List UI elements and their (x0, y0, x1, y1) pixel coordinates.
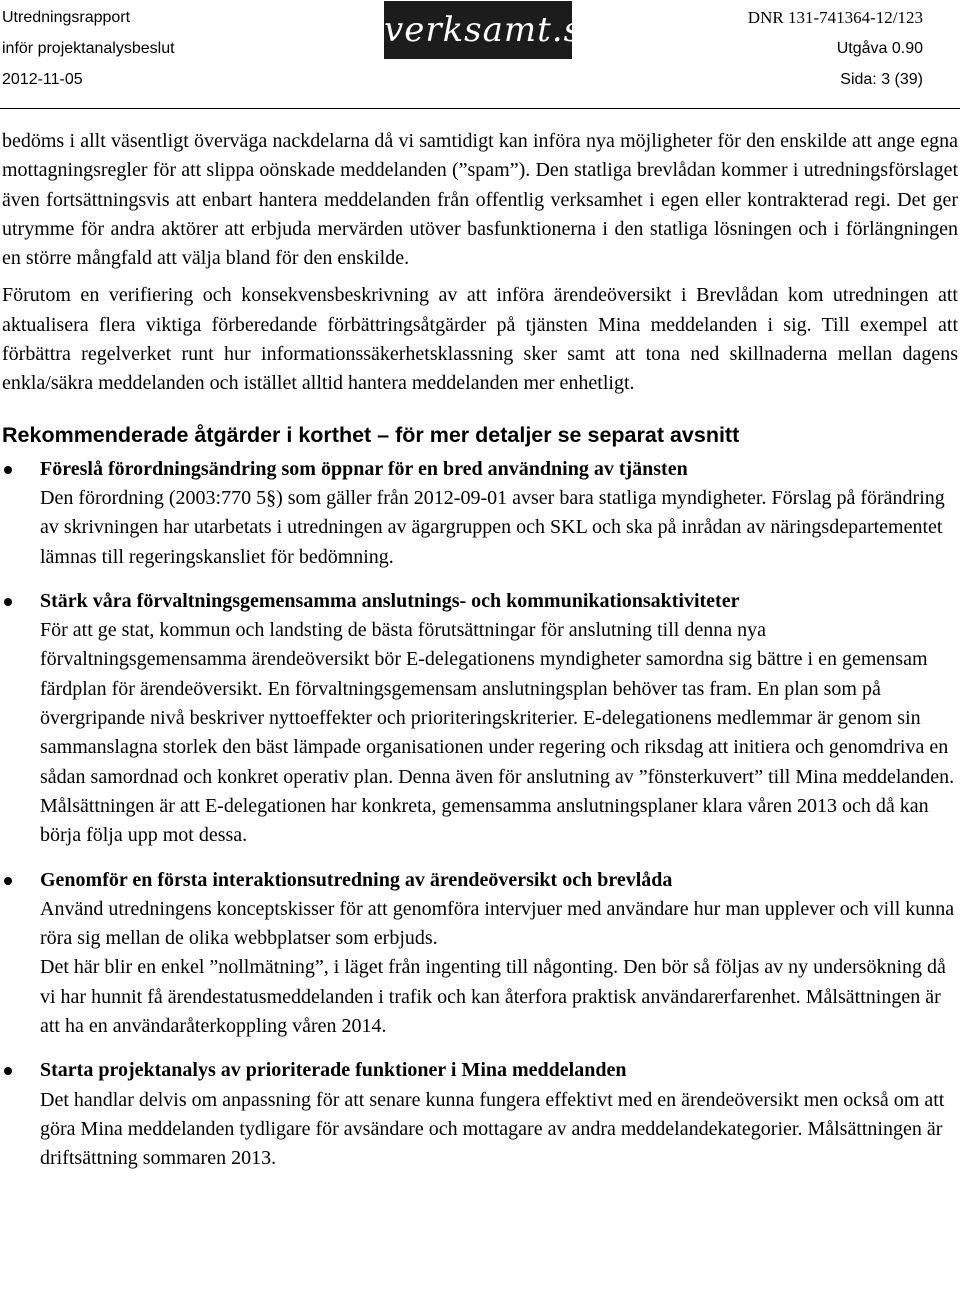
bullet-icon (4, 466, 12, 474)
document-date: 2012-11-05 (2, 71, 83, 88)
recommendation-title: Föreslå förordningsändring som öppnar för en bred användning av tjänsten (40, 457, 688, 480)
list-item (0, 455, 960, 572)
document-version: Utgåva 0.90 (836, 40, 923, 57)
intro-paragraph-2: Förutom en verifiering och konsekvensbeskrivning av att införa ärendeöversikt i Brevlådan kom utredningen att aktualisera flera viktiga förberedande förbättringsåtgärder på tjänsten Mina meddelanden i sig. Till exempel att förbättra regelverket runt hur informationssäkerhetsklassning sker samt att tona ned skillnaderna mellan dagens enkla/säkra meddelanden och istället alltid hantera meddelanden mer enhetligt. (2, 284, 958, 395)
bullet-icon (4, 598, 12, 606)
recommendation-body: Den förordning (2003:770 5§) som gäller från 2012-09-01 avser bara statliga myndigheter. Förslag på förändring av skrivningen har utarbetats i utredningen av ägargruppen och SKL och ska på inrådan av näringsdepartementet lämnas till regeringskansliet för bedömning. (40, 486, 945, 568)
page-number: Sida: 3 (39) (840, 71, 923, 88)
recommendation-body: Det handlar delvis om anpassning för att senare kunna fungera effektivt med en ärendeöversikt men också om att göra Mina meddelanden tydligare för avsändare och mottagare av andra meddelandekategorier. Målsättningen är driftsättning sommaren 2013. (40, 1088, 945, 1170)
recommendation-title: Starta projektanalys av prioriterade funktioner i Mina meddelanden (40, 1059, 627, 1082)
list-item (0, 587, 960, 851)
recommendation-title: Genomför en första interaktionsutredning av ärendeöversikt och brevlåda (40, 868, 673, 891)
document-subtitle: inför projektanalysbeslut (2, 40, 175, 57)
list-item (0, 1056, 960, 1173)
recommendation-body-continued: Det här blir en enkel ”nollmätning”, i läget från ingenting till någonting. Den bör så följas av ny undersökning då vi har hunnit få ärendestatusmeddelanden i trafik och kan återfora praktisk användarerfarenhet. Målsättningen är att ha en användaråterkoppling våren 2014. (40, 956, 946, 1038)
recommendation-body: Använd utredningens konceptskisser för att genomföra intervjuer med användare hur man upplever och vill kunna röra sig mellan de olika webbplatser som erbjuds. (40, 897, 955, 950)
bullet-icon (4, 1067, 12, 1075)
verksamt-logo (384, 1, 604, 59)
document-type: Utredningsrapport (2, 9, 131, 26)
list-item (0, 866, 960, 1042)
recommendations-list (0, 455, 960, 1174)
section-heading: Rekommenderade åtgärder i korthet – för mer detaljer se separat avsnitt (2, 422, 740, 447)
page-header (0, 0, 960, 110)
recommendation-title: Stärk våra förvaltningsgemensamma anslutnings- och kommunikationsaktiviteter (40, 589, 740, 612)
bullet-icon (4, 877, 12, 885)
intro-paragraph-1: bedöms i allt väsentligt överväga nackdelarna då vi samtidigt kan införa nya möjligheter för den enskilde att ange egna mottagningsregler för att slippa oönskade meddelanden (”spam”). Den statliga brevlådan kommer i utredningsförslaget även fortsättningsvis att enbart hantera meddelanden från offentlig verksamhet i egen eller kontrakterad regi. Det ger utrymme för andra aktörer att erbjuda mervärden utöver basfunktionerna i den statliga lösningen och i förlängningen en större mångfald att välja bland för den enskilde. (2, 130, 958, 270)
document-body (0, 127, 960, 1189)
recommendation-body: För att ge stat, kommun och landsting de bästa förutsättningar för anslutning till denna nya förvaltningsgemensamma ärendeöversikt bör E-delegationens myndigheter samordna sig bättre i en gemensam färdplan för ärendeöversikt. En förvaltningsgemensam anslutningsplan behöver tas fram. En plan som på övergripande nivå beskriver nyttoeffekter och prioriteringskriterier. E-delegationens medlemmar är genom sin sammanslagna storlek den bäst lämpade organisationen under regering och riksdag att initiera och genomdriva en sådan samordnad och konkret operativ plan. Denna även för anslutning av ”fönsterkuvert” till Mina meddelanden. Målsättningen är att E-delegationen har konkreta, gemensamma anslutningsplaner klara våren 2013 och då kan börja följa upp mot dessa. (40, 619, 955, 847)
logo-text: verksamt.se (384, 10, 604, 50)
header-divider (0, 108, 960, 109)
document-dnr: DNR 131-741364-12/123 (747, 8, 923, 27)
